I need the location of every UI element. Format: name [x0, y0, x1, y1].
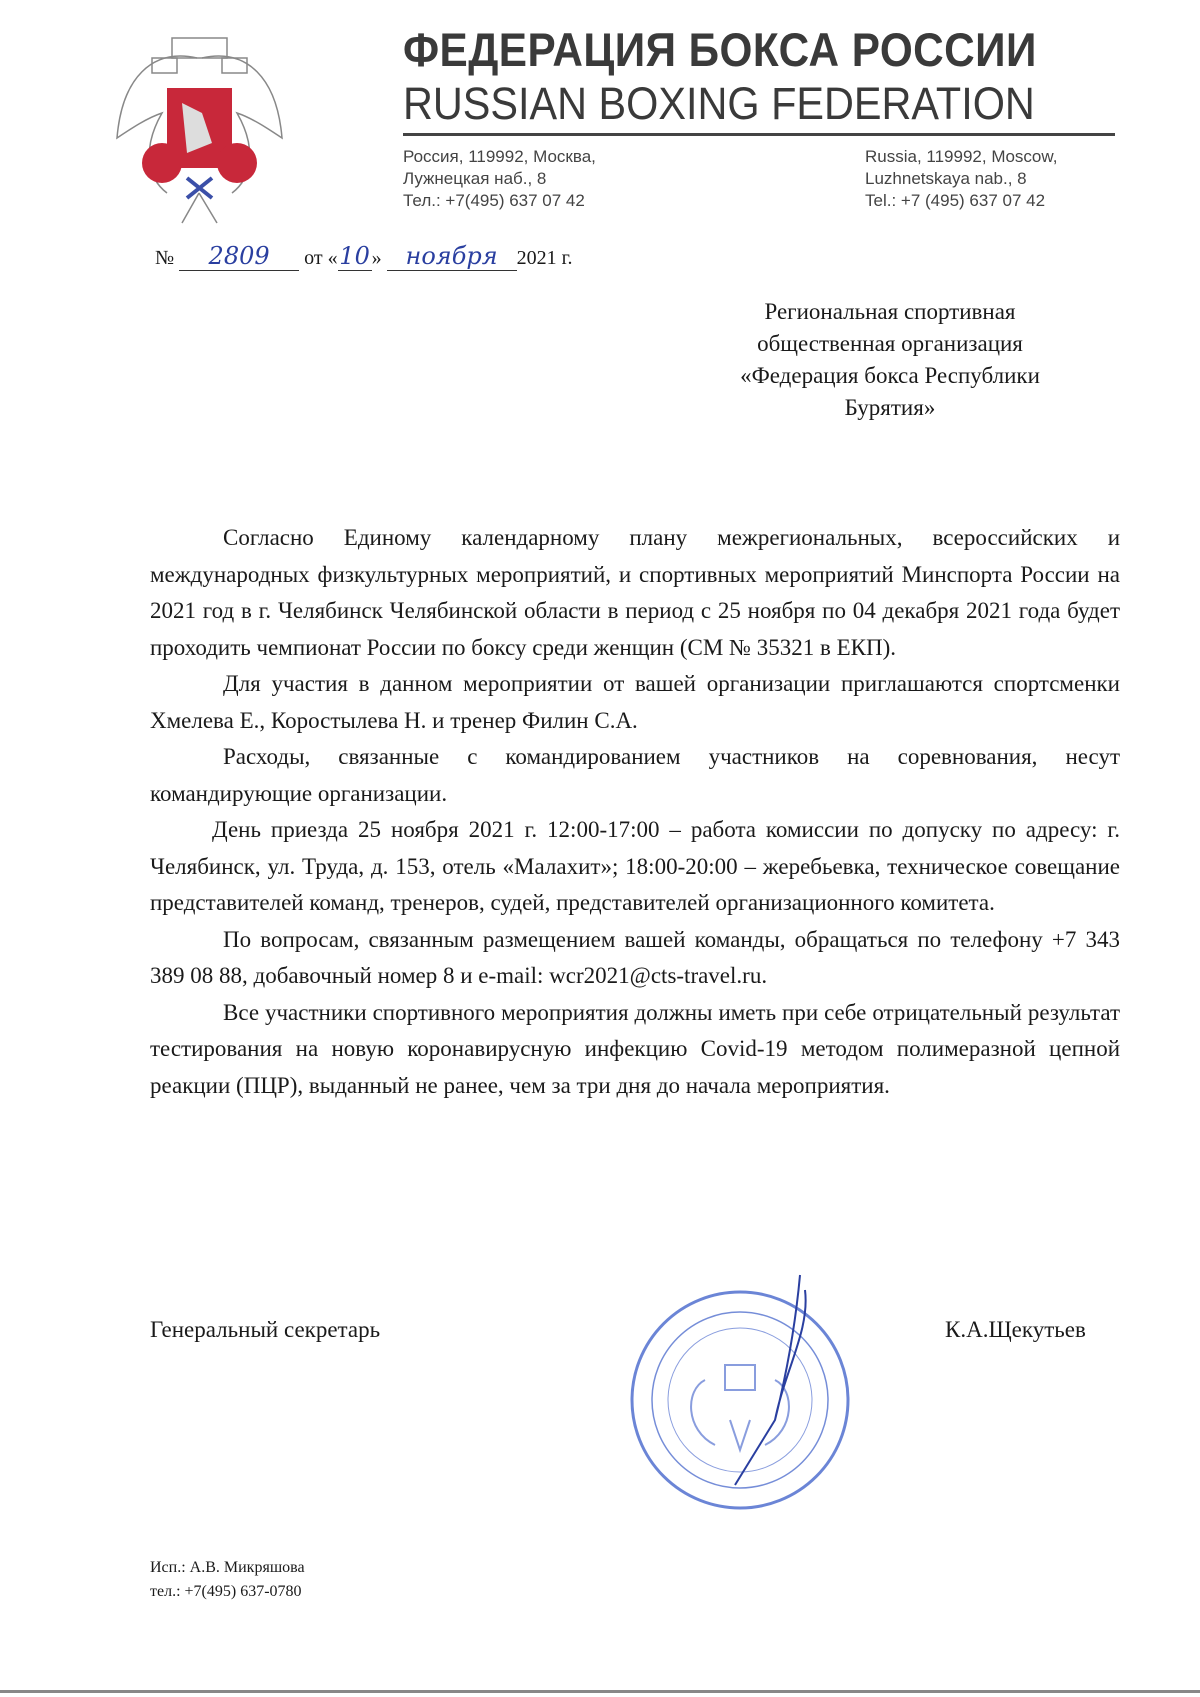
paragraph: Согласно Единому календарному плану межрегиональных, всероссийских и международных физкультурных мероприятий, и спортивных мероприятий Минспорта России на 2021 год в г. Челябинск Челябинской области в период с 25 ноября по 04 декабря 2021 года будет проходить чемпионат России по боксу среди женщин (СМ № 35321 в ЕКП). — [150, 525, 1120, 660]
phone-line: Тел.: +7(495) 637 07 42 — [403, 191, 585, 210]
scan-edge — [0, 1690, 1200, 1693]
quote-close: » — [371, 247, 382, 269]
recipient-line: «Федерация бокса Республики — [740, 363, 1040, 388]
letterhead-title-ru: ФЕДЕРАЦИЯ БОКСА РОССИИ — [403, 23, 1037, 76]
address-line: Russia, 119992, Moscow, — [865, 147, 1058, 166]
letter-body — [150, 520, 1120, 1104]
recipient-line: общественная организация — [757, 331, 1023, 356]
address-line: Luzhnetskaya nab., 8 — [865, 169, 1027, 188]
date-month: ноября — [387, 242, 517, 271]
paragraph: День приезда 25 ноября 2021 г. 12:00-17:00 – работа комиссии по допуску по адресу: г. Челябинск, ул. Труда, д. 153, отель «Малахит»; 18:00-20:00 – жеребьевка, техническое совещание представителей команд, тренеров, судей, представителей организационного комитета. — [150, 817, 1120, 915]
number-label: № — [155, 247, 175, 269]
reference-line — [155, 242, 573, 271]
phone-line: Tel.: +7 (495) 637 07 42 — [865, 191, 1046, 210]
paragraph: По вопросам, связанным размещением вашей команды, обращаться по телефону +7 343 389 08 88, добавочный номер 8 и e-mail: wcr2021@cts-travel.ru. — [150, 926, 1120, 988]
letter-number: 2809 — [179, 242, 299, 271]
date-year: 2021 г. — [516, 247, 573, 269]
letterhead-title-en: RUSSIAN BOXING FEDERATION — [403, 78, 1035, 129]
executor-info — [150, 1556, 305, 1604]
date-label: от « — [304, 247, 338, 269]
federation-emblem-icon — [112, 18, 287, 228]
executor-phone: тел.: +7(495) 637-0780 — [150, 1583, 302, 1600]
date-day: 10 — [339, 242, 370, 270]
recipient-block — [680, 296, 1100, 424]
address-line: Россия, 119992, Москва, — [403, 147, 596, 166]
paragraph: Для участия в данном мероприятии от вашей организации приглашаются спортсменки Хмелева Е., Коростылева Н. и тренер Филин С.А. — [150, 671, 1120, 733]
official-stamp-icon — [625, 1270, 860, 1515]
signatory-role: Генеральный секретарь — [150, 1317, 381, 1342]
paragraph: Все участники спортивного мероприятия должны иметь при себе отрицательный результат тестирования на новую коронавирусную инфекцию Covid-19 методом полимеразной цепной реакции (ПЦР), выданный не ранее, чем за три дня до начала мероприятия. — [150, 999, 1120, 1098]
address-ru — [403, 146, 596, 212]
recipient-line: Бурятия» — [844, 395, 936, 420]
address-en — [865, 146, 1057, 212]
signatory-name: К.А.Щекутьев — [945, 1317, 1086, 1342]
recipient-line: Региональная спортивная — [764, 299, 1016, 324]
paragraph: Расходы, связанные с командированием участников на соревнования, несут командирующие организации. — [150, 744, 1120, 806]
executor-name: Исп.: А.В. Микряшова — [150, 1559, 305, 1576]
address-line: Лужнецкая наб., 8 — [403, 169, 547, 188]
letterhead-divider — [403, 133, 1115, 136]
